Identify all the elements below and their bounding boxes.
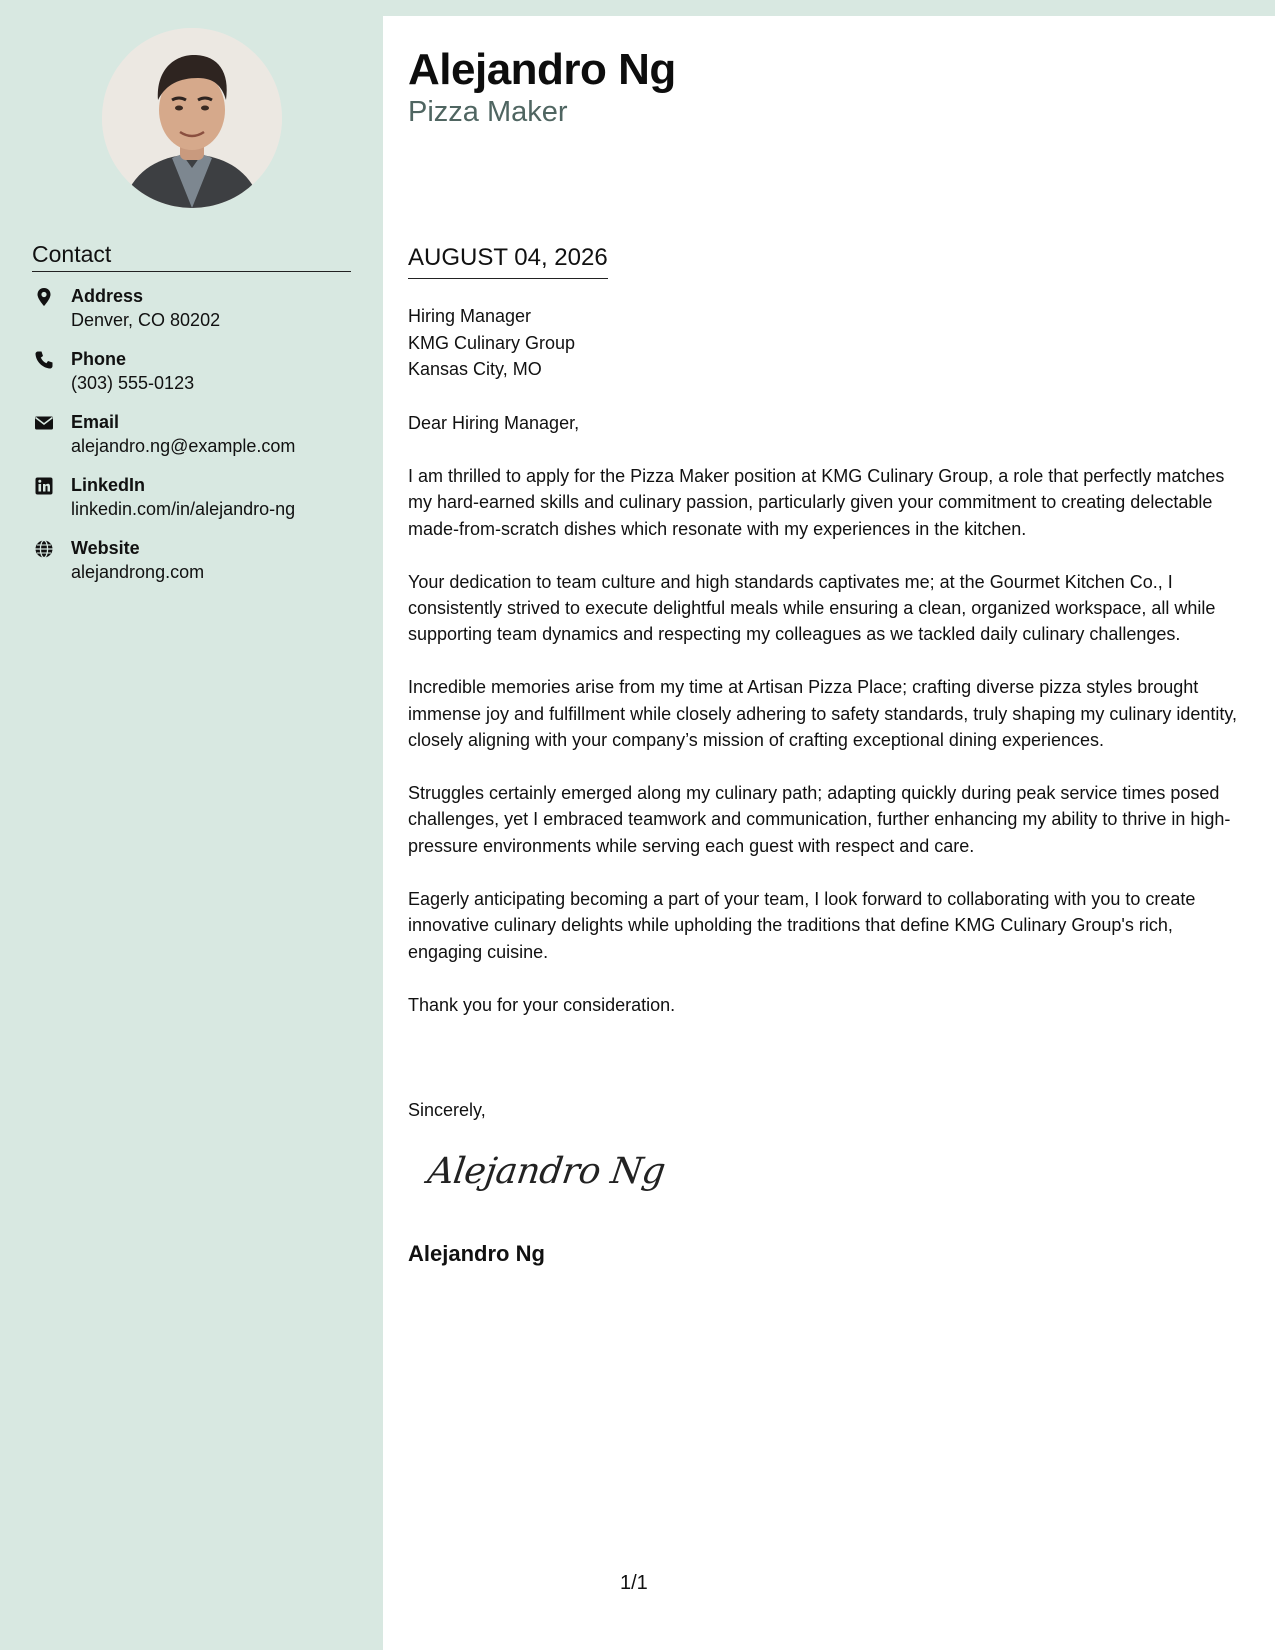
contact-value: (303) 555-0123 <box>71 373 195 393</box>
contact-value: alejandrong.com <box>71 562 205 582</box>
letter-paragraph: I am thrilled to apply for the Pizza Maker position at KMG Culinary Group, a role that perfectly matches my hard-earned skills and culinary passion, particularly given your commitment to creating delectable made-from-scratch dishes which resonate with my experiences in the kitchen. <box>408 465 1225 539</box>
contact-heading: Contact <box>32 240 351 272</box>
contact-label: Email <box>71 412 120 432</box>
envelope-icon <box>34 413 54 433</box>
letter-paragraph: Eagerly anticipating becoming a part of your team, I look forward to collaborating with you to create innovative culinary delights while upholding the traditions that define KMG Culinary Group's rich, engaging cuisine. <box>408 888 1196 962</box>
recipient-block <box>408 303 575 383</box>
contact-label: LinkedIn <box>71 475 146 495</box>
signed-name: Alejandro Ng <box>408 1241 545 1266</box>
applicant-title: Pizza Maker <box>408 96 568 128</box>
applicant-name: Alejandro Ng <box>408 45 676 94</box>
recipient-line: Kansas City, MO <box>408 359 542 379</box>
closing: Sincerely, <box>408 1100 486 1120</box>
salutation: Dear Hiring Manager, <box>408 413 580 433</box>
contact-item-address <box>32 285 362 348</box>
contact-item-email <box>32 411 362 474</box>
location-pin-icon <box>34 287 54 307</box>
contact-value: alejandro.ng@example.com <box>71 436 296 456</box>
letter-paragraph: Your dedication to team culture and high standards captivates me; at the Gourmet Kitchen Co., I consistently strived to execute delightful meals while ensuring a clean, organized workspace, all while supporting team dynamics and respecting my colleagues as we tackled daily culinary challenges. <box>408 571 1216 645</box>
letter-paragraph: Incredible memories arise from my time at Artisan Pizza Place; crafting diverse pizza styles brought immense joy and fulfillment while closely adhering to safety standards, truly shaping my culinary identity, closely aligning with your company’s mission of crafting exceptional dining experiences. <box>408 677 1238 751</box>
letter-body <box>408 410 1248 1044</box>
recipient-line: KMG Culinary Group <box>408 332 576 353</box>
contact-label: Website <box>71 538 140 558</box>
letter-date: AUGUST 04, 2026 <box>408 243 608 279</box>
contact-list <box>32 285 362 600</box>
contact-label: Address <box>71 286 144 306</box>
letter-paragraph: Thank you for your consideration. <box>408 994 676 1015</box>
contact-label: Phone <box>71 349 127 369</box>
avatar <box>102 28 282 208</box>
contact-item-linkedin <box>32 474 362 537</box>
signature: Alejandro Ng <box>425 1151 668 1192</box>
contact-value: linkedin.com/in/alejandro-ng <box>71 499 296 519</box>
letter-paragraph: Struggles certainly emerged along my culinary path; adapting quickly during peak service times posed challenges, yet I embraced teamwork and communication, further enhancing my ability to thrive in high-pressure environments while serving each guest with respect and care. <box>408 783 1231 856</box>
recipient-line: Hiring Manager <box>408 306 532 326</box>
globe-icon <box>34 539 54 559</box>
linkedin-icon <box>34 476 54 496</box>
contact-item-website <box>32 537 362 600</box>
contact-item-phone <box>32 348 362 411</box>
phone-icon <box>34 350 54 370</box>
contact-value: Denver, CO 80202 <box>71 310 221 330</box>
page-number: 1/1 <box>620 1572 648 1594</box>
